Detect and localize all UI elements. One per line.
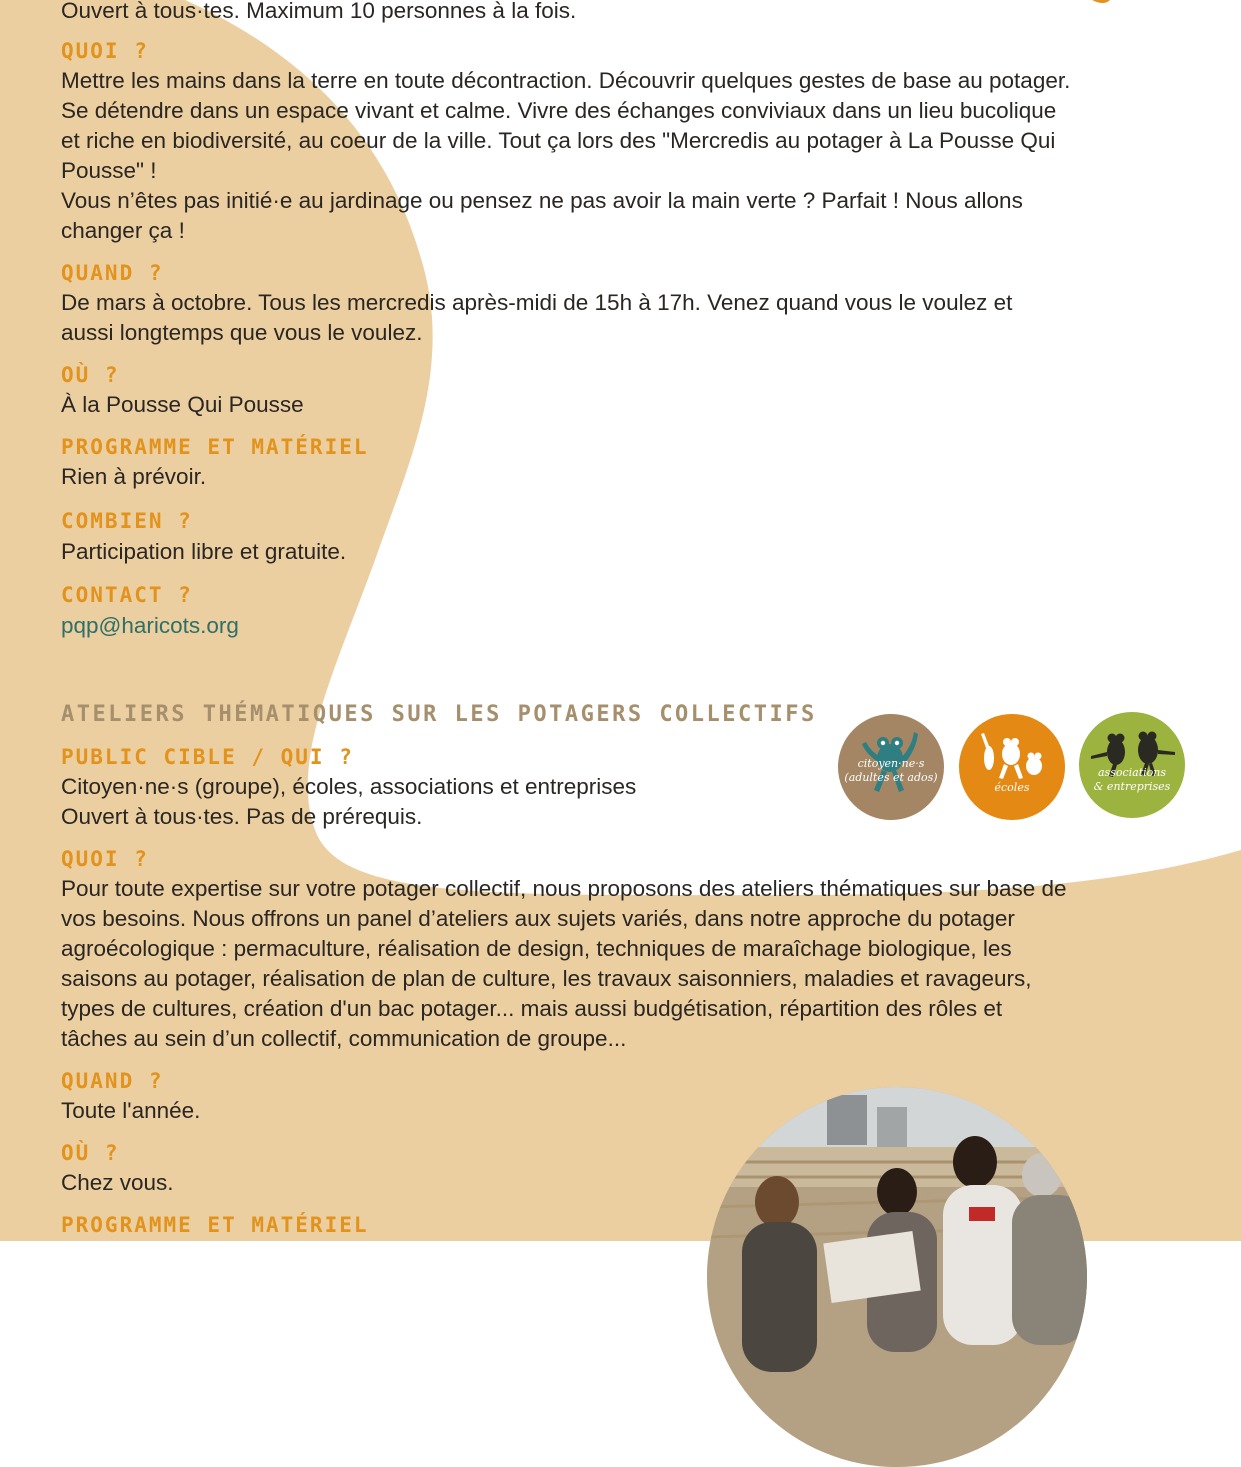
badge-label: citoyen·ne·s (857, 757, 925, 770)
badge-label: associations (1098, 766, 1166, 779)
text-line: Pousse" ! (61, 158, 157, 183)
text-line: changer ça ! (61, 218, 185, 243)
ou-heading: OÙ ? (61, 363, 120, 387)
ateliers-quoi-heading: QUOI ? (61, 847, 149, 871)
ateliers-quand-heading: QUAND ? (61, 1069, 164, 1093)
badge-sublabel: & entreprises (1093, 780, 1171, 793)
text-line: De mars à octobre. Tous les mercredis après-midi de 15h à 17h. Venez quand vous le voulez et (61, 290, 1013, 315)
badge-label: écoles (994, 781, 1030, 794)
quand-text (61, 288, 1186, 348)
ateliers-quoi-text (61, 874, 1186, 1054)
text-line: agroécologique : permaculture, réalisation de design, techniques de maraîchage biologique, les (61, 936, 1012, 961)
combien-heading: COMBIEN ? (61, 509, 193, 533)
text-line: Ouvert à tous·tes. Pas de prérequis. (61, 804, 423, 829)
workshop-photo-illustration (707, 1087, 1087, 1467)
text-line: Pour toute expertise sur votre potager collectif, nous proposons des ateliers thématiques sur base de (61, 876, 1067, 901)
bird-characters-icon (1079, 712, 1185, 818)
children-characters-icon (959, 714, 1065, 820)
text-line: Se détendre dans un espace vivant et calme. Vivre des échanges conviviaux dans un lieu bucolique (61, 98, 1057, 123)
quoi-heading: QUOI ? (61, 39, 149, 63)
intro-audience-line: Ouvert à tous·tes. Maximum 10 personnes à la fois. (61, 0, 577, 23)
programme-heading: PROGRAMME ET MATÉRIEL (61, 435, 369, 459)
ateliers-quand-text: Toute l'année. (61, 1098, 201, 1123)
text-line: Mettre les mains dans la terre en toute décontraction. Découvrir quelques gestes de base au potager. (61, 68, 1071, 93)
combien-text: Participation libre et gratuite. (61, 539, 347, 564)
workshop-photo (707, 1087, 1087, 1467)
badge-citoyens (838, 714, 944, 820)
ateliers-programme-heading: PROGRAMME ET MATÉRIEL (61, 1213, 369, 1237)
badge-associations (1079, 712, 1185, 818)
public-cible-heading: PUBLIC CIBLE / QUI ? (61, 745, 354, 769)
text-line: Citoyen·ne·s (groupe), écoles, associations et entreprises (61, 774, 637, 799)
text-line: aussi longtemps que vous le voulez. (61, 320, 423, 345)
badge-ecoles (959, 714, 1065, 820)
badge-sublabel: (adultes et ados) (844, 771, 938, 784)
ateliers-ou-text: Chez vous. (61, 1170, 174, 1195)
contact-heading: CONTACT ? (61, 583, 193, 607)
programme-text: Rien à prévoir. (61, 464, 207, 489)
ou-text: À la Pousse Qui Pousse (61, 392, 304, 417)
text-line: et riche en biodiversité, au coeur de la ville. Tout ça lors des "Mercredis au potager à La Pousse Qui (61, 128, 1056, 153)
text-line: types de cultures, création d'un bac potager... mais aussi budgétisation, répartition des rôles et (61, 996, 1003, 1021)
text-line: tâches au sein d’un collectif, communication de groupe... (61, 1026, 627, 1051)
quoi-text (61, 66, 1186, 246)
contact-email-link[interactable]: pqp@haricots.org (61, 613, 239, 638)
text-line: Vous n’êtes pas initié·e au jardinage ou pensez ne pas avoir la main verte ? Parfait ! Nous allons (61, 188, 1023, 213)
ateliers-ou-heading: OÙ ? (61, 1141, 120, 1165)
ateliers-section-title: ATELIERS THÉMATIQUES SUR LES POTAGERS COLLECTIFS (61, 702, 817, 727)
quand-heading: QUAND ? (61, 261, 164, 285)
text-line: saisons au potager, réalisation de plan de culture, les travaux saisonniers, maladies et ravageurs, (61, 966, 1032, 991)
text-line: vos besoins. Nous offrons un panel d’ateliers aux sujets variés, dans notre approche du potager (61, 906, 1015, 931)
